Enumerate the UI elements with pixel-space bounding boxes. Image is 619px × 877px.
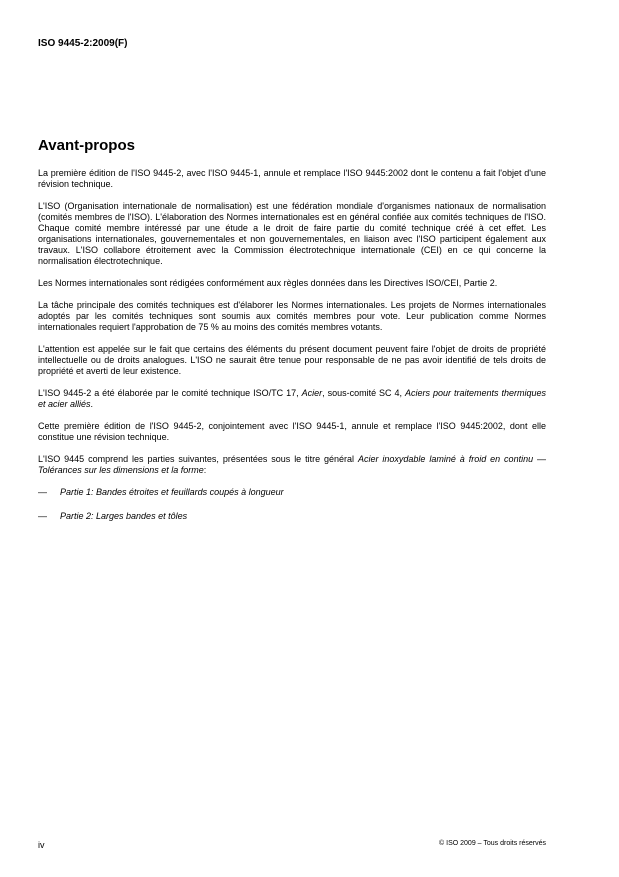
document-body <box>38 168 546 535</box>
document-id: ISO 9445-2:2009(F) <box>38 38 128 49</box>
paragraph: L'ISO (Organisation internationale de normalisation) est une fédération mondiale d'organismes nationaux de normalisation (comités membres de l'ISO). L'élaboration des Normes internationales est en général confiée aux comités techniques de l'ISO. Chaque comité membre intéressé par une étude a le droit de faire partie du comité technique créé à cet effet. Les organisations internationales, gouvernementales et non gouvernementales, en liaison avec l'ISO participent également aux travaux. L'ISO collabore étroitement avec la Commission électrotechnique internationale (CEI) en ce qui concerne la normalisation électrotechnique. <box>38 201 546 266</box>
paragraph: Cette première édition de l'ISO 9445-2, conjointement avec l'ISO 9445-1, annule et remplace l'ISO 9445:2002, dont elle constitue une révision technique. <box>38 421 546 442</box>
text-run: L'ISO 9445 comprend les parties suivantes, présentées sous le titre général <box>38 454 358 464</box>
dash-bullet: — <box>38 487 47 497</box>
list-item <box>38 487 546 498</box>
text-run: : <box>203 465 207 475</box>
paragraph <box>38 454 546 476</box>
paragraph <box>38 388 546 410</box>
paragraph: La tâche principale des comités techniques est d'élaborer les Normes internationales. Les projets de Normes internationales adoptés par les comités techniques sont soumis aux comités membres pour vote. Leur publication comme Normes internationales requiert l'approbation de 75 % au moins des comités membres votants. <box>38 300 546 332</box>
paragraph: La première édition de l'ISO 9445-2, avec l'ISO 9445-1, annule et remplace l'ISO 9445:2002 dont le contenu a fait l'objet d'une révision technique. <box>38 168 546 189</box>
list-item-text: Partie 2: Larges bandes et tôles <box>60 511 188 521</box>
page-title: Avant-propos <box>38 137 135 154</box>
italic-text: Acier <box>301 388 323 398</box>
text-run: L'ISO 9445-2 a été élaborée par le comité technique ISO/TC 17, <box>38 388 302 398</box>
italic-text: Acier inoxydable laminé à froid en continu — Tolérances sur les dimensions et la forme <box>38 454 546 475</box>
list-item <box>38 511 546 522</box>
text-run: . <box>90 399 94 409</box>
copyright-notice: © ISO 2009 – Tous droits réservés <box>439 840 546 847</box>
paragraph: Les Normes internationales sont rédigées conformément aux règles données dans les Directives ISO/CEI, Partie 2. <box>38 278 498 288</box>
dash-bullet: — <box>38 511 47 521</box>
list-item-text: Partie 1: Bandes étroites et feuillards coupés à longueur <box>60 487 284 497</box>
italic-text: Aciers pour traitements thermiques et acier alliés <box>38 388 546 409</box>
page-number: iv <box>38 840 45 850</box>
text-run: , sous-comité SC 4, <box>322 388 406 398</box>
paragraph: L'attention est appelée sur le fait que certains des éléments du présent document peuvent faire l'objet de droits de propriété intellectuelle ou de droits analogues. L'ISO ne saurait être tenue pour responsable de ne pas avoir identifié de tels droits de propriété et averti de leur existence. <box>38 344 546 376</box>
